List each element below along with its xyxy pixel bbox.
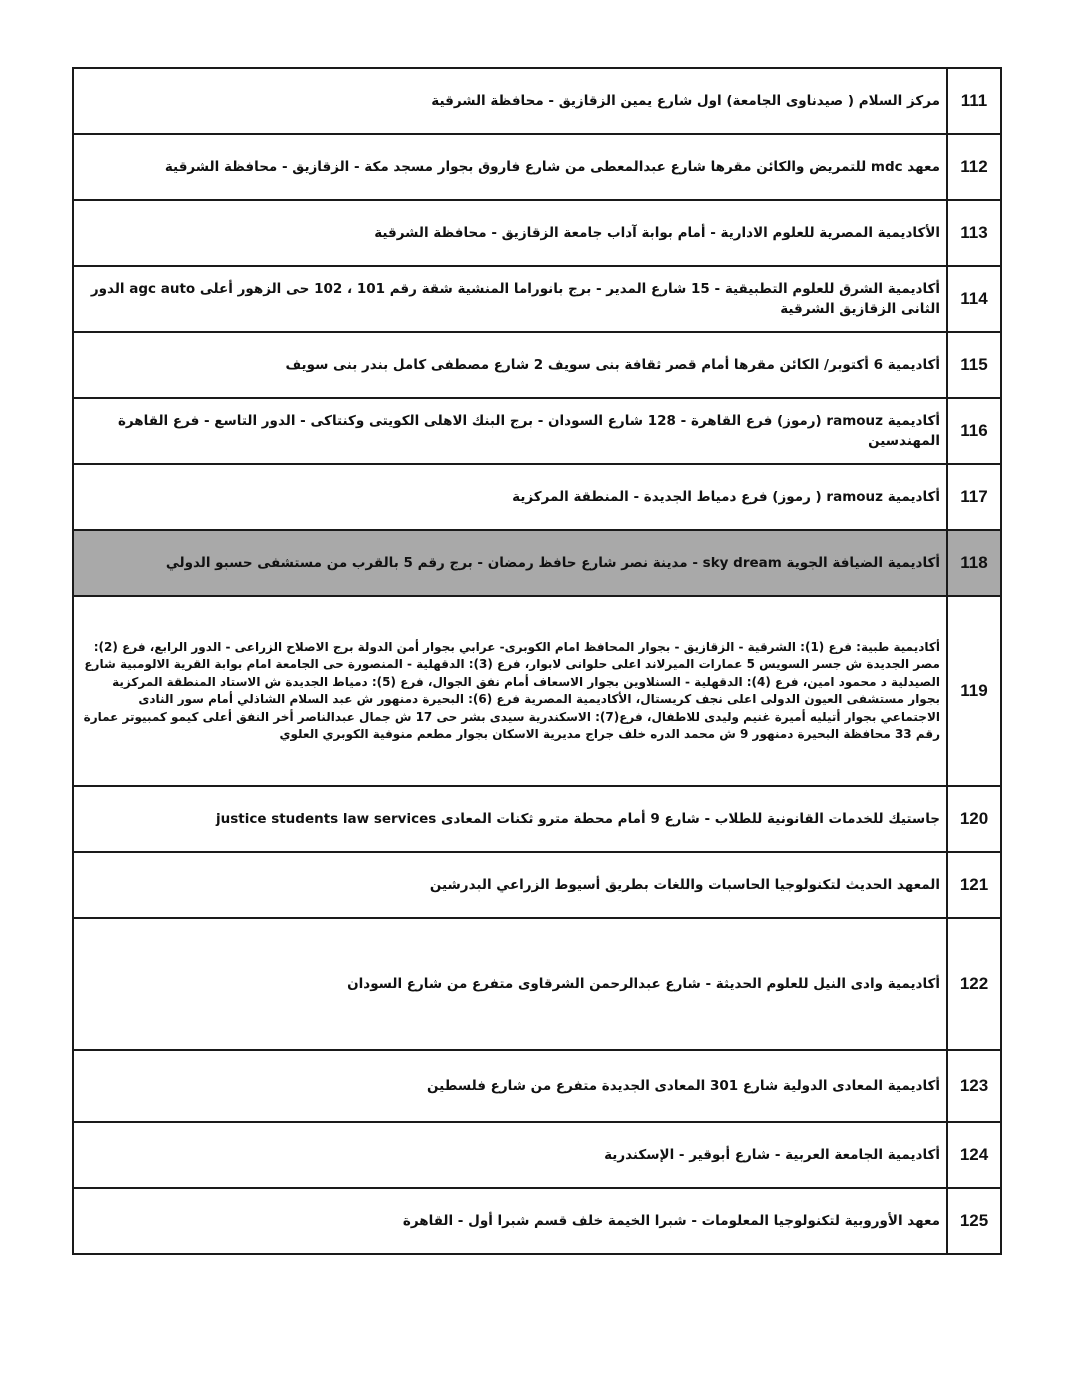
row-number: 114	[947, 266, 1001, 332]
row-number: 122	[947, 918, 1001, 1050]
table-row-116	[73, 398, 1001, 464]
table-row-124	[73, 1122, 1001, 1188]
table-row-120	[73, 786, 1001, 852]
row-number: 116	[947, 398, 1001, 464]
row-number: 117	[947, 464, 1001, 530]
table-row-112	[73, 134, 1001, 200]
row-description: مركز السلام ( صيدناوى الجامعة) اول شارع يمين الزقازيق - محافظة الشرقية	[73, 68, 947, 134]
row-number: 113	[947, 200, 1001, 266]
table-row-117	[73, 464, 1001, 530]
row-description: أكاديمية ramouz (رموز) فرع القاهرة - 128 شارع السودان - برج البنك الاهلى الكويتى وكنتاكى - الدور التاسع - فرع القاهرة المهندسين	[73, 398, 947, 464]
row-description: أكاديمية طبية: فرع (1): الشرقية - الزقازيق - بجوار المحافظ امام الكوبرى- عرابي بجوار أمن الدولة برج الاصلاح الزراعى - الدور الرابع، فرع (2): مصر الجديدة ش جسر السويس 5 عمارات الميرلاند اعلى حلوانى لابوار، فرع (3): الدقهلية - المنصورة حى الجامعة امام بوابة القرية الالومبية شارع الصيدلية د محمود امين، فرع (4): الدقهلية - السنلاوين بجوار الاسعاف أمام نفق الجوال، فرع (5): دمياط الجديدة ش الاستاد المنطقة المركزية بجوار مستشفى العيون الدولى اعلى نجف كريستال، الأكاديمية المصرية فرع (6): البحيرة دمنهور ش عبد السلام الشاذلي أمام سور النادى الاجتماعي بجوار أتيليه أميرة غنيم وليدى للاطفال، فرع(7): الاسكندرية سيدى بشر حى 17 ش جمال عبدالناصر أخر النفق أعلى كيمو كمبيوتر عمارة رقم 33 محافظة البحيرة دمنهور 9 ش محمد الدره خلف جراج مديرية الاسكان بجوار مطعم منوفية الكوبري العلوي	[73, 596, 947, 786]
table-row-114	[73, 266, 1001, 332]
row-number: 120	[947, 786, 1001, 852]
row-number: 118	[947, 530, 1001, 596]
row-number: 112	[947, 134, 1001, 200]
table-row-118-highlighted	[73, 530, 1001, 596]
table-row-123	[73, 1050, 1001, 1122]
institutions-table	[72, 67, 1002, 1255]
row-description: جاستيك للخدمات القانونية للطلاب - شارع 9 أمام محطة مترو ثكنات المعادى justice students law services	[73, 786, 947, 852]
row-description: أكاديمية 6 أكتوبر/ الكائن مقرها أمام قصر ثقافة بنى سويف 2 شارع مصطفى كامل بندر بنى سويف	[73, 332, 947, 398]
row-number: 121	[947, 852, 1001, 918]
table-row-119	[73, 596, 1001, 786]
row-description: أكاديمية الشرق للعلوم التطبيقية - 15 شارع المدير - برج بانوراما المنشية شقة رقم 101 ، 102 حى الزهور أعلى agc auto الدور الثانى الزقازيق الشرقية	[73, 266, 947, 332]
row-description: أكاديمية المعادى الدولية شارع 301 المعادى الجديدة متفرع من شارع فلسطين	[73, 1050, 947, 1122]
table-row-122	[73, 918, 1001, 1050]
row-description: معهد mdc للتمريض والكائن مقرها شارع عبدالمعطى من شارع فاروق بجوار مسجد مكة - الزقازيق - محافظة الشرقية	[73, 134, 947, 200]
table-row-125	[73, 1188, 1001, 1254]
row-description: أكاديمية وادى النيل للعلوم الحديثة - شارع عبدالرحمن الشرقاوى متفرع من شارع السودان	[73, 918, 947, 1050]
row-description: أكاديمية الضيافة الجوية sky dream - مدينة نصر شارع حافظ رمضان - برج رقم 5 بالقرب من مستشفى حسبو الدولي	[73, 530, 947, 596]
table-row-113	[73, 200, 1001, 266]
row-number: 123	[947, 1050, 1001, 1122]
table-row-111	[73, 68, 1001, 134]
row-description: معهد الأوروبية لتكنولوجيا المعلومات - شبرا الخيمة خلف قسم شبرا أول - القاهرة	[73, 1188, 947, 1254]
row-description: الأكاديمية المصرية للعلوم الادارية - أمام بوابة آداب جامعة الزقازيق - محافظة الشرقية	[73, 200, 947, 266]
row-description: المعهد الحديث لتكنولوجيا الحاسبات واللغات بطريق أسيوط الزراعي البدرشين	[73, 852, 947, 918]
row-number: 115	[947, 332, 1001, 398]
row-number: 119	[947, 596, 1001, 786]
row-number: 124	[947, 1122, 1001, 1188]
row-description: أكاديمية ramouz ( رموز) فرع دمياط الجديدة - المنطقة المركزية	[73, 464, 947, 530]
row-number: 125	[947, 1188, 1001, 1254]
table-row-121	[73, 852, 1001, 918]
table-row-115	[73, 332, 1001, 398]
row-number: 111	[947, 68, 1001, 134]
row-description: أكاديمية الجامعة العربية - شارع أبوقير - الإسكندرية	[73, 1122, 947, 1188]
